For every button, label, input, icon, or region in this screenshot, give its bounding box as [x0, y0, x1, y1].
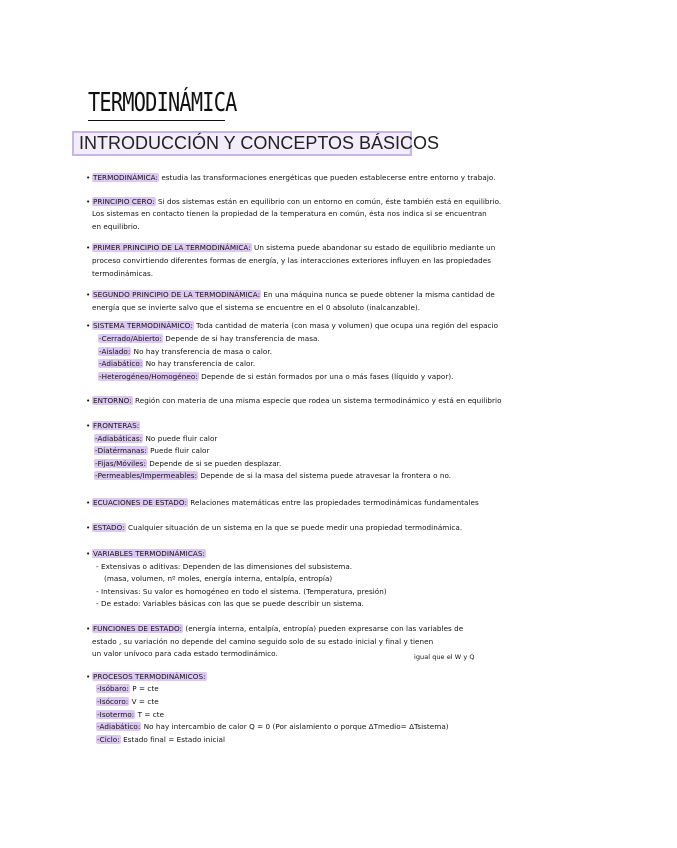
item-text: T = cte [137, 709, 165, 719]
term: ESTADO: [93, 523, 125, 533]
term: SEGUNDO PRINCIPIO DE LA TERMODINÁMICA: [93, 290, 261, 300]
item-label: -Fijas/Móviles: [95, 458, 146, 468]
sections [86, 172, 604, 746]
term: SISTEMA TERMODINÁMICO: [93, 321, 193, 331]
item-text: Puede fluir calor [150, 446, 210, 456]
section-primer-principio: • PRIMER PRINCIPIO DE LA TERMODINÁMICA: Un sistema puede abandonar su estado de equilibrio mediante un proceso convirtiendo diferentes formas de energía, y las interacciones exteriores influyen en las propiedades termodinámicas. [92, 242, 604, 280]
list-item [92, 458, 604, 471]
section-entorno: • ENTORNO: Región con materia de una misma especie que rodea un sistema termodinámico y está en equilibrio [86, 396, 502, 406]
item-label: - Intensivas: [96, 586, 141, 596]
section-variables: • VARIABLES TERMODINÁMICAS: - Extensivas o aditivas: Dependen de las dimensiones del subsistema. (masa, volumen, nº moles, energía interna, entalpía, entropía) - Intensivas: Su valor es homogéneo en todo el sistema. (Temperatura, presión) - De estado: Variables básicas con las que se puede describir un sistema. [92, 548, 604, 611]
item-label: -Cerrado/Abierto: [99, 333, 162, 343]
text-line: un valor unívoco para cada estado termodinámico. [92, 649, 278, 659]
text-line: energía que se invierte salvo que el sistema se encuentre en el 0 absoluto (inalcanzable). [92, 302, 421, 312]
item-label: - Extensivas o aditivas: [96, 561, 181, 571]
item-text: Depende de si hay transferencia de masa. [165, 333, 320, 343]
section-ecuaciones: • ECUACIONES DE ESTADO: Relaciones matemáticas entre las propiedades termodinámicas fundamentales [86, 497, 479, 507]
text-line: Toda cantidad de materia (con masa y volumen) que ocupa una región del espacio [196, 321, 499, 331]
item-text: V = cte [131, 697, 159, 706]
text-line: estado , su variación no depende del camino seguido solo de su estado inicial y final y tienen [92, 636, 434, 646]
list-item [92, 598, 604, 611]
list-item [92, 586, 604, 599]
item-text: Depende de si la masa del sistema puede atravesar la frontera o no. [200, 471, 452, 481]
item-text: Variables básicas con las que se puede describir un sistema. [142, 599, 365, 609]
item-label: -Adiabático: [99, 359, 143, 369]
text-line: Un sistema puede abandonar su estado de equilibrio mediante un [254, 243, 496, 253]
text-line: en equilibrio. [92, 221, 140, 231]
list-item [92, 333, 604, 346]
item-label: -Adiabático: [97, 722, 141, 732]
text-line: Los sistemas en contacto tienen la propiedad de la temperatura en común, ésta nos indica si se encuentran [92, 209, 487, 219]
term: FUNCIONES DE ESTADO: [93, 624, 183, 634]
section-subtitle: INTRODUCCIÓN Y CONCEPTOS BÁSICOS [72, 131, 412, 156]
term: FRONTERAS: [93, 420, 140, 430]
list-item [92, 433, 604, 446]
item-label: -Permeables/Impermeables: [95, 471, 198, 481]
term: VARIABLES TERMODINÁMICAS: [93, 549, 205, 559]
page-title: TERMODINÁMICA [88, 88, 237, 118]
list-item [92, 346, 604, 359]
list-item [92, 358, 604, 371]
item-label: -Diatérmanas: [95, 446, 147, 456]
section-segundo-principio: • SEGUNDO PRINCIPIO DE LA TERMODINÁMICA: En una máquina nunca se puede obtener la misma cantidad de energía que se invierte salvo que el sistema se encuentre en el 0 absoluto (inalcanzable). [92, 289, 604, 314]
item-text: No hay intercambio de calor Q = 0 (Por aislamiento o porque ΔTmedio= ΔTsistema) [143, 722, 449, 732]
text-line: (energía interna, entalpía, entropía) pueden expresarse con las variables de [185, 624, 464, 634]
section-termodinamica: • TERMODINÁMICA: estudia las transformaciones energéticas que pueden establecerse entre entorno y trabajo. [86, 173, 496, 182]
text-line: estudia las transformaciones energéticas que pueden establecerse entre entorno y trabajo. [161, 173, 496, 182]
term: ENTORNO: [93, 396, 132, 406]
list-item [92, 573, 604, 586]
title-underline [88, 120, 225, 121]
list-item [92, 709, 604, 722]
text-line: Relaciones matemáticas entre las propiedades termodinámicas fundamentales [190, 497, 479, 507]
term: TERMODINÁMICA: [93, 173, 158, 182]
margin-note: igual que el W y Q [414, 653, 475, 662]
term: PRIMER PRINCIPIO DE LA TERMODINÁMICA: [93, 243, 251, 253]
text-line: Cualquier situación de un sistema en la que se puede medir una propiedad termodinámica. [128, 523, 463, 533]
item-label: -Aislado: [99, 346, 131, 356]
item-text: Depende de si se pueden desplazar. [149, 458, 282, 468]
item-label: -Adiabáticas: [95, 433, 143, 443]
text-line: termodinámicas. [92, 268, 154, 278]
list-item [92, 470, 604, 483]
item-label: -Isócoro: [97, 697, 129, 706]
item-label: -Isotermo: [97, 709, 135, 719]
item-text: P = cte [132, 684, 159, 694]
item-label: -Heterogéneo/Homogéneo: [99, 371, 198, 381]
item-label: -Ciclo: [97, 734, 120, 744]
term: ECUACIONES DE ESTADO: [93, 497, 187, 507]
section-funciones: • FUNCIONES DE ESTADO: (energía interna, entalpía, entropía) pueden expresarse con las variables de estado , su variación no depende del camino seguido solo de su estado inicial y final y tienen un valor unívoco para cada estado termodinámico. igual que el W y Q [92, 623, 604, 661]
section-procesos: • PROCESOS TERMODINÁMICOS: -Isóbaro: P = cte -Isócoro: V = cte -Isotermo: T = cte -Adiabático: No hay intercambio de calor Q = 0 (Por aislamiento o porque ΔTmedio= ΔTsistema) -Ciclo: Estado final = Estado inicial [92, 671, 604, 747]
item-text: Su valor es homogéneo en todo el sistema. (Temperatura, presión) [142, 586, 387, 596]
section-principio-cero: • PRINCIPIO CERO: Si dos sistemas están en equilibrio con un entorno en común, éste también está en equilibrio. Los sistemas en contacto tienen la propiedad de la temperatura en común, ésta nos indica si se encuentran en equilibrio. [92, 196, 604, 234]
item-label: -Isóbaro: [97, 684, 129, 694]
list-item [92, 721, 604, 734]
item-text: Depende de si están formados por una o más fases (líquido y vapor). [201, 371, 454, 381]
item-text: No hay transferencia de masa o calor. [133, 346, 273, 356]
item-text: No hay transferencia de calor. [145, 359, 256, 369]
text-line: Si dos sistemas están en equilibrio con un entorno en común, éste también está en equilibrio. [157, 196, 502, 206]
term: PRINCIPIO CERO: [93, 196, 155, 206]
text-line: Región con materia de una misma especie que rodea un sistema termodinámico y está en equilibrio [135, 396, 502, 406]
item-label: - De estado: [96, 599, 141, 609]
list-item [92, 561, 604, 574]
section-estado: • ESTADO: Cualquier situación de un sistema en la que se puede medir una propiedad termodinámica. [86, 523, 463, 533]
item-text: (masa, volumen, nº moles, energía interna, entalpía, entropía) [104, 574, 333, 584]
list-item [92, 734, 604, 747]
section-sistema: • SISTEMA TERMODINÁMICO: Toda cantidad de materia (con masa y volumen) que ocupa una región del espacio -Cerrado/Abierto: Depende de si hay transferencia de masa. -Aislado: No hay transferencia de masa o calor. -Adiabático: No hay transferencia de calor. -Heterogéneo/Homogéneo: Depende de si están formados por una o más fases (líquido y vapor). [92, 320, 604, 383]
item-text: Estado final = Estado inicial [123, 734, 226, 744]
list-item [92, 371, 604, 384]
list-item [92, 683, 604, 696]
text-line: En una máquina nunca se puede obtener la misma cantidad de [263, 290, 495, 300]
text-line: proceso convirtiendo diferentes formas de energía, y las interacciones exteriores influyen en las propiedades [92, 255, 492, 265]
section-fronteras: • FRONTERAS: -Adiabáticas: No puede fluir calor -Diatérmanas: Puede fluir calor -Fijas/Móviles: Depende de si se pueden desplazar. -Permeables/Impermeables: Depende de si la masa del sistema puede atravesar la frontera o no. [92, 420, 604, 483]
term: PROCESOS TERMODINÁMICOS: [93, 671, 206, 681]
list-item [92, 696, 604, 709]
item-text: No puede fluir calor [145, 433, 218, 443]
item-text: Dependen de las dimensiones del subsistema. [182, 561, 353, 571]
list-item [92, 445, 604, 458]
